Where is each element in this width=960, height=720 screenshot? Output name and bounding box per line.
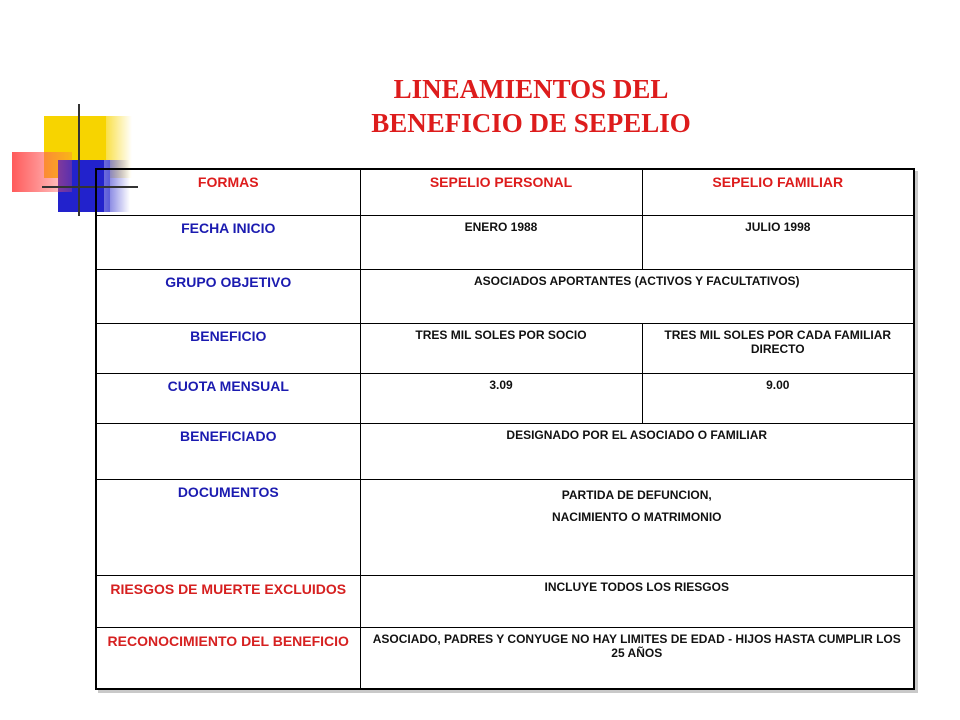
table-row	[96, 373, 914, 423]
cell-riesgos: INCLUYE TODOS LOS RIESGOS	[360, 575, 914, 627]
documentos-line2: NACIMIENTO O MATRIMONIO	[551, 509, 722, 524]
row-label-fecha-inicio: FECHA INICIO	[96, 215, 360, 269]
table-row	[96, 323, 914, 373]
cell-cuota-personal: 3.09	[360, 373, 642, 423]
table-header-row	[96, 169, 914, 215]
slide-title	[300, 72, 762, 140]
row-label-cuota-mensual: CUOTA MENSUAL	[96, 373, 360, 423]
cell-fecha-personal: ENERO 1988	[360, 215, 642, 269]
slide-title-line1: LINEAMIENTOS DEL	[393, 74, 669, 104]
cell-beneficio-personal: TRES MIL SOLES POR SOCIO	[360, 323, 642, 373]
cell-cuota-familiar: 9.00	[642, 373, 914, 423]
row-label-documentos: DOCUMENTOS	[96, 479, 360, 575]
header-formas: FORMAS	[96, 169, 360, 215]
table-row	[96, 215, 914, 269]
benefits-table	[95, 168, 915, 690]
row-label-riesgos: RIESGOS DE MUERTE EXCLUIDOS	[96, 575, 360, 627]
cell-grupo-objetivo: ASOCIADOS APORTANTES (ACTIVOS Y FACULTATIVOS)	[360, 269, 914, 323]
cell-beneficio-familiar: TRES MIL SOLES POR CADA FAMILIAR DIRECTO	[642, 323, 914, 373]
cell-beneficiado: DESIGNADO POR EL ASOCIADO O FAMILIAR	[360, 423, 914, 479]
header-sepelio-familiar: SEPELIO FAMILIAR	[642, 169, 914, 215]
cell-documentos	[360, 479, 914, 575]
table-row	[96, 269, 914, 323]
table-row	[96, 575, 914, 627]
table-row	[96, 627, 914, 689]
cell-fecha-familiar: JULIO 1998	[642, 215, 914, 269]
table-row	[96, 423, 914, 479]
decor-vertical-line	[78, 104, 80, 216]
slide-title-line2: BENEFICIO DE SEPELIO	[371, 108, 691, 138]
cell-reconocimiento: ASOCIADO, PADRES Y CONYUGE NO HAY LIMITES DE EDAD - HIJOS HASTA CUMPLIR LOS 25 AÑOS	[360, 627, 914, 689]
row-label-grupo-objetivo: GRUPO OBJETIVO	[96, 269, 360, 323]
row-label-beneficio: BENEFICIO	[96, 323, 360, 373]
documentos-line1: PARTIDA DE DEFUNCION,	[561, 487, 712, 502]
row-label-reconocimiento: RECONOCIMIENTO DEL BENEFICIO	[96, 627, 360, 689]
table-row	[96, 479, 914, 575]
header-sepelio-personal: SEPELIO PERSONAL	[360, 169, 642, 215]
row-label-beneficiado: BENEFICIADO	[96, 423, 360, 479]
